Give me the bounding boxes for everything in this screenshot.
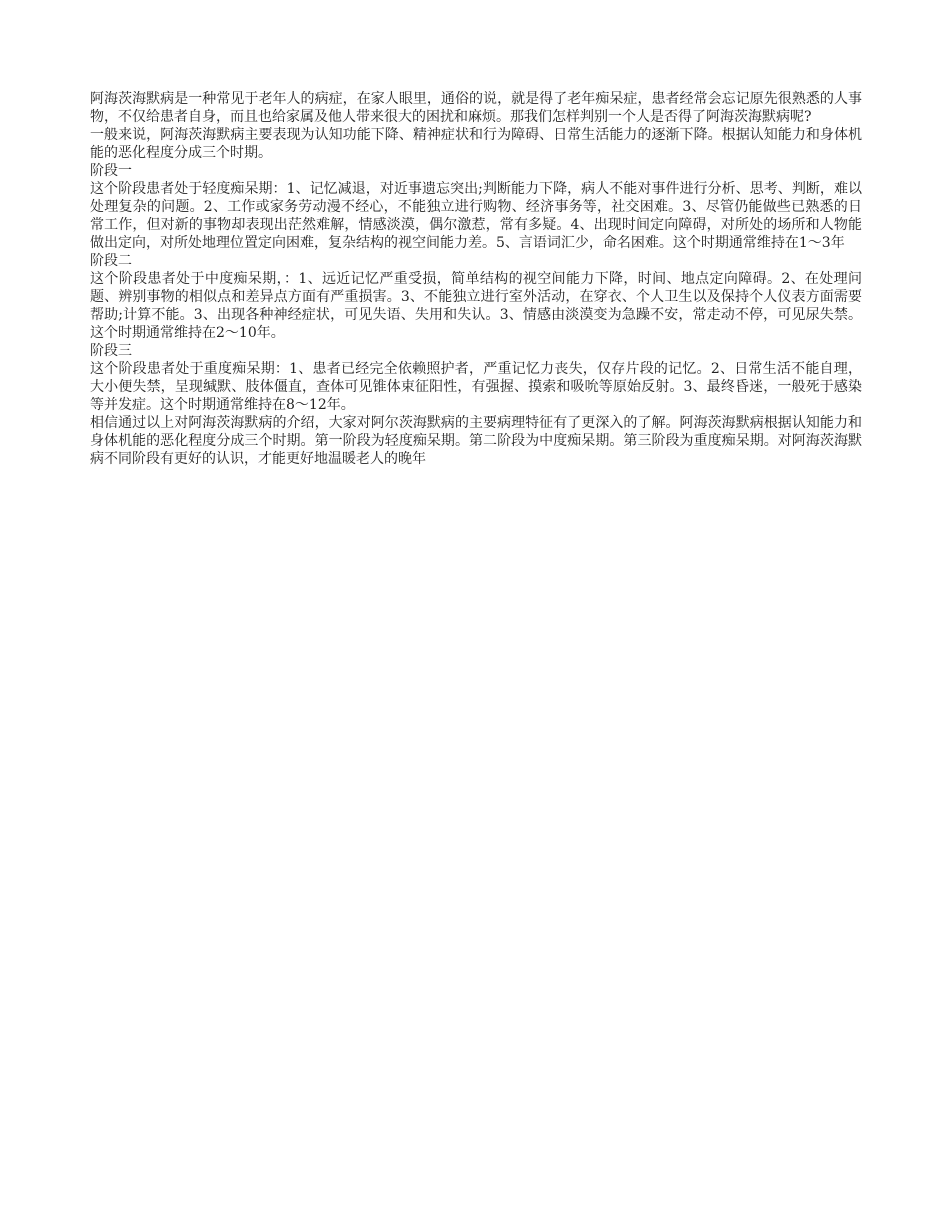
overview-paragraph: 一般来说，阿海茨海默病主要表现为认知功能下降、精神症状和行为障碍、日常生活能力的逐渐下降。根据认知能力和身体机能的恶化程度分成三个时期。 <box>90 127 862 161</box>
stage-two-heading: 阶段二 <box>90 253 132 269</box>
intro-paragraph: 阿海茨海默病是一种常见于老年人的病症，在家人眼里，通俗的说，就是得了老年痴呆症，患者经常会忘记原先很熟悉的人事物，不仅给患者自身，而且也给家属及他人带来很大的困扰和麻烦。那我们怎样判别一个人是否得了阿海茨海默病呢? <box>90 91 862 125</box>
stage-three-paragraph: 这个阶段患者处于重度痴呆期：1、患者已经完全依赖照护者，严重记忆力丧失，仅存片段的记忆。2、日常生活不能自理，大小便失禁，呈现缄默、肢体僵直，查体可见锥体束征阳性，有强握、摸索和吸吮等原始反射。3、最终昏迷，一般死于感染等并发症。这个时期通常维持在8～12年。 <box>90 361 862 413</box>
stage-one-paragraph: 这个阶段患者处于轻度痴呆期：1、记忆减退，对近事遗忘突出;判断能力下降，病人不能对事件进行分析、思考、判断，难以处理复杂的问题。2、工作或家务劳动漫不经心，不能独立进行购物、经济事务等，社交困难。3、尽管仍能做些已熟悉的日常工作，但对新的事物却表现出茫然难解，情感淡漠，偶尔激惹，常有多疑。4、出现时间定向障碍，对所处的场所和人物能做出定向，对所处地理位置定向困难，复杂结构的视空间能力差。5、言语词汇少，命名困难。这个时期通常维持在1～3年 <box>90 181 862 251</box>
document-body <box>90 90 862 468</box>
stage-one-heading: 阶段一 <box>90 163 132 179</box>
stage-two-paragraph: 这个阶段患者处于中度痴呆期，：1、远近记忆严重受损，简单结构的视空间能力下降，时间、地点定向障碍。2、在处理问题、辨别事物的相似点和差异点方面有严重损害。3、不能独立进行室外活动，在穿衣、个人卫生以及保持个人仪表方面需要帮助;计算不能。3、出现各种神经症状，可见失语、失用和失认。3、情感由淡漠变为急躁不安，常走动不停，可见尿失禁。这个时期通常维持在2～10年。 <box>90 271 862 341</box>
stage-three-heading: 阶段三 <box>90 343 132 359</box>
conclusion-paragraph: 相信通过以上对阿海茨海默病的介绍，大家对阿尔茨海默病的主要病理特征有了更深入的了解。阿海茨海默病根据认知能力和身体机能的恶化程度分成三个时期。第一阶段为轻度痴呆期。第二阶段为中度痴呆期。第三阶段为重度痴呆期。对阿海茨海默病不同阶段有更好的认识，才能更好地温暖老人的晚年 <box>90 415 862 467</box>
